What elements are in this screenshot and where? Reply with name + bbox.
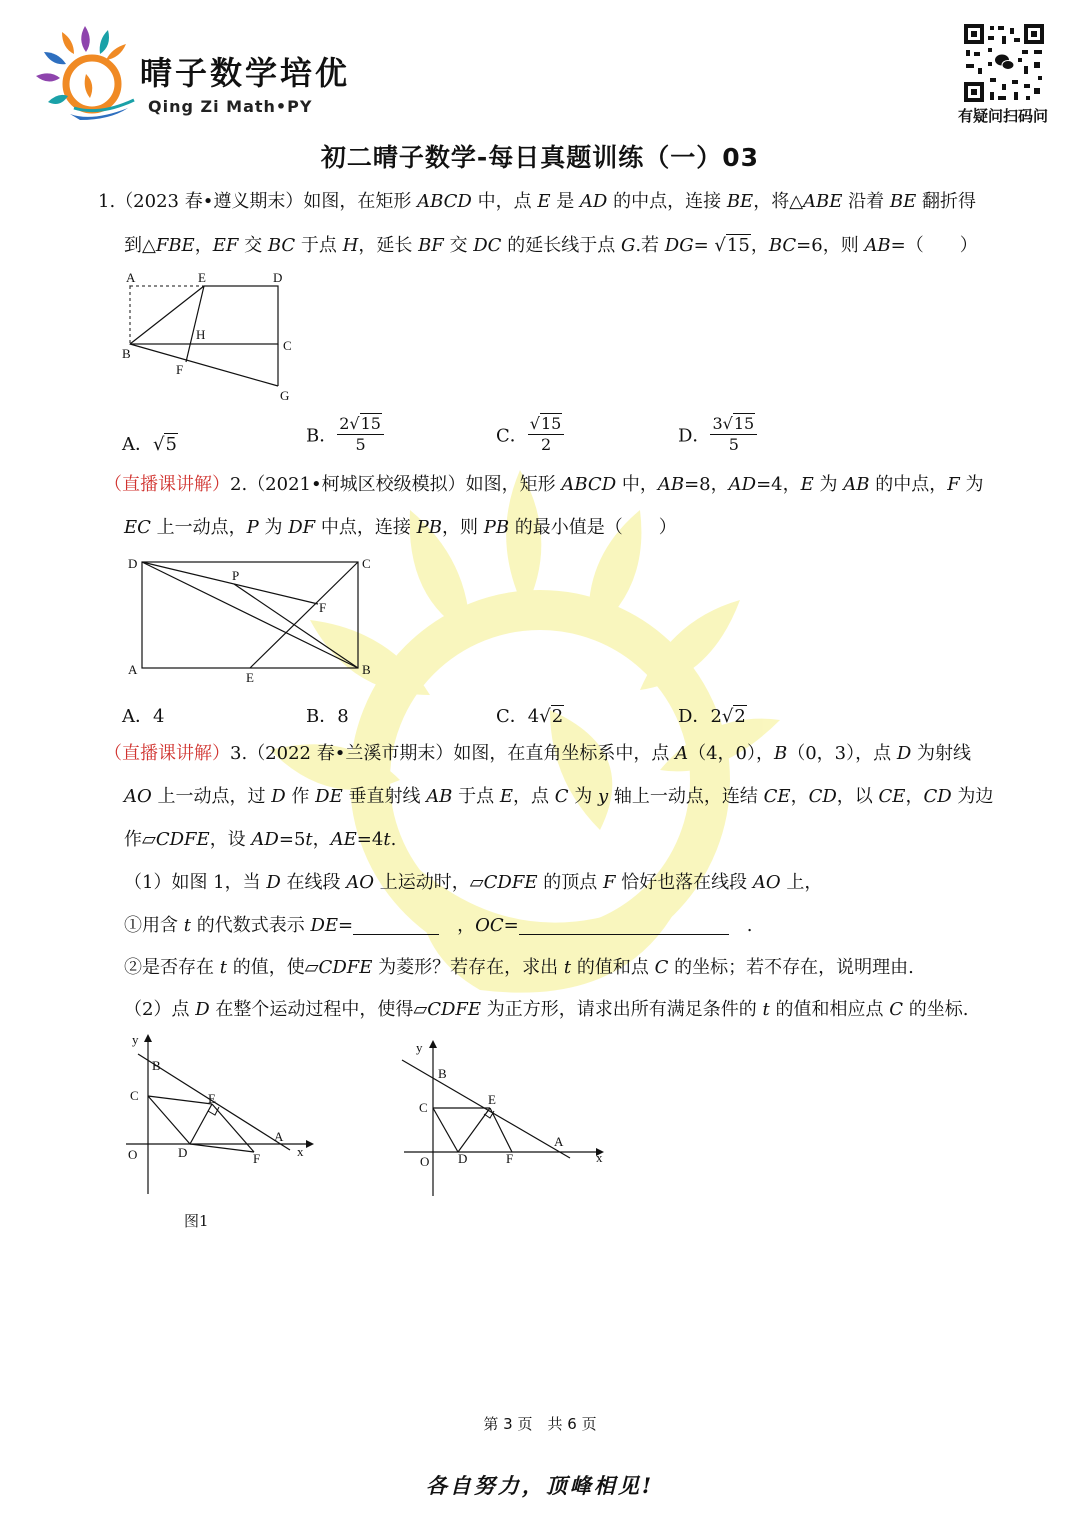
svg-text:F: F [319,600,327,615]
brand-logo-icon [30,22,140,122]
q1-option-d[interactable]: D． $\frac{3√15}{5}$ [678,414,757,455]
figure-1-caption: 图1 [184,1212,209,1230]
svg-text:D: D [458,1151,468,1166]
q3-part-1: （1）如图 1，当 D 在线段 AO 上运动时，▱CDFE 的顶点 F 恰好也落在线段 AO 上， [124,872,823,893]
svg-text:D: D [178,1145,188,1160]
svg-text:F: F [253,1151,261,1166]
qr-code-icon[interactable] [962,22,1046,104]
q2-live-tag: （直播课讲解） [104,474,230,495]
q2-option-a[interactable]: A．4 [122,706,165,727]
brand-name-en: Qing Zi Math•PY [148,97,313,116]
qr-caption: 有疑问扫码问 [958,107,1049,125]
footer-motto: 各自努力，顶峰相见! [425,1473,655,1498]
svg-text:y: y [132,1032,139,1047]
svg-text:F: F [506,1151,514,1166]
q1-option-a[interactable]: A．√5 [122,434,177,455]
q1-number: 1. [98,191,116,212]
svg-text:y: y [416,1040,423,1055]
svg-text:F: F [176,362,184,377]
svg-text:E: E [488,1092,496,1107]
svg-text:B: B [438,1066,447,1081]
svg-text:A: A [554,1134,564,1149]
q2-option-b[interactable]: B．8 [306,706,349,727]
svg-text:D: D [273,270,283,285]
svg-text:G: G [280,388,290,403]
svg-text:B: B [362,662,371,677]
svg-text:P: P [232,568,240,583]
q3-figure-2 [398,1036,618,1201]
svg-text:C: C [362,556,371,571]
svg-text:x: x [596,1150,603,1165]
svg-text:E: E [246,670,254,685]
question-3: （直播课讲解）3.（2022 春•兰溪市期末）如图，在直角坐标系中，点 A（4，0），B（0，3），点 D 为射线 AO 上一动点，过 D 作 DE 垂直射线 AB 于点 E，点 C 为 y 轴上一动点，连结 CE，CD，以 CE，CD 为边 作▱CDFE，设 AD=5t，AE=4t. （1）如图 1，当 D 在线段 AO 上运动时，▱CDFE 的顶点 F 恰好也落在线段 AO 上， ①用含 t 的代数式表示 DE= ，OC= . ②是否存在 t 的值，使▱CDFE 为菱形？若存在，求出 t 的值和点 C 的坐标；若不存在，说明理由. （2）点 D 在整个运动过程中，使得▱CDFE 为正方形，请求出所有满足条件的 t 的值和相应点 C 的坐标. [104,743,994,1020]
q1-option-c[interactable]: C． $\frac{√15}{2}$ [496,414,564,455]
svg-text:E: E [198,270,206,285]
svg-text:A: A [128,662,138,677]
q3-part-2: （2）点 D 在整个运动过程中，使得▱CDFE 为正方形，请求出所有满足条件的 t 的值和相应点 C 的坐标. [124,999,969,1020]
q1-figure [118,268,308,408]
q3-figure-1 [120,1030,320,1200]
svg-text:E: E [208,1091,216,1106]
question-1: 1.（2023 春•遵义期末）如图，在矩形 ABCD 中，点 E 是 AD 的中点，连接 BE，将△ABE 沿着 BE 翻折得 到△FBE，EF 交 BC 于点 H，延长 BF 交 DC 的延长线于点 G.若 DG= √15，BC=6，则 AB=（ ） [98,191,978,256]
svg-text:x: x [297,1144,304,1159]
svg-text:B: B [152,1058,161,1073]
q2-option-d[interactable]: D．2√2 [678,706,746,727]
question-2: （直播课讲解）2.（2021•柯城区校级模拟）如图，矩形 ABCD 中，AB=8，AD=4，E 为 AB 的中点，F 为 EC 上一动点，P 为 DF 中点，连接 PB，则 PB 的最小值是（ ） [104,474,984,538]
svg-text:C: C [283,338,292,353]
de-answer-blank[interactable] [353,916,439,935]
page-title: 初二晴子数学-每日真题训练（一）03 [320,143,760,172]
svg-text:H: H [196,327,206,342]
oc-answer-blank[interactable] [519,916,729,935]
brand-name-cn: 晴子数学培优 [140,54,351,92]
svg-text:O: O [128,1147,138,1162]
svg-text:A: A [126,270,136,285]
svg-text:C: C [130,1088,139,1103]
q1-source: （2023 春•遵义期末） [115,191,304,212]
svg-text:B: B [122,346,131,361]
svg-text:O: O [420,1154,430,1169]
q1-option-b[interactable]: B． $\frac{2√15}{5}$ [306,414,384,455]
q3-live-tag: （直播课讲解） [104,743,230,764]
svg-text:A: A [274,1129,284,1144]
q3-subpart-1: ①用含 t 的代数式表示 DE= ，OC= . [124,915,753,936]
page-number: 第 3 页 共 6 页 [483,1415,597,1433]
svg-text:D: D [128,556,138,571]
q3-subpart-2: ②是否存在 t 的值，使▱CDFE 为菱形？若存在，求出 t 的值和点 C 的坐标；若不存在，说明理由. [124,957,914,978]
q2-option-c[interactable]: C．4√2 [496,706,564,727]
q2-figure [122,552,382,687]
svg-text:C: C [419,1100,428,1115]
